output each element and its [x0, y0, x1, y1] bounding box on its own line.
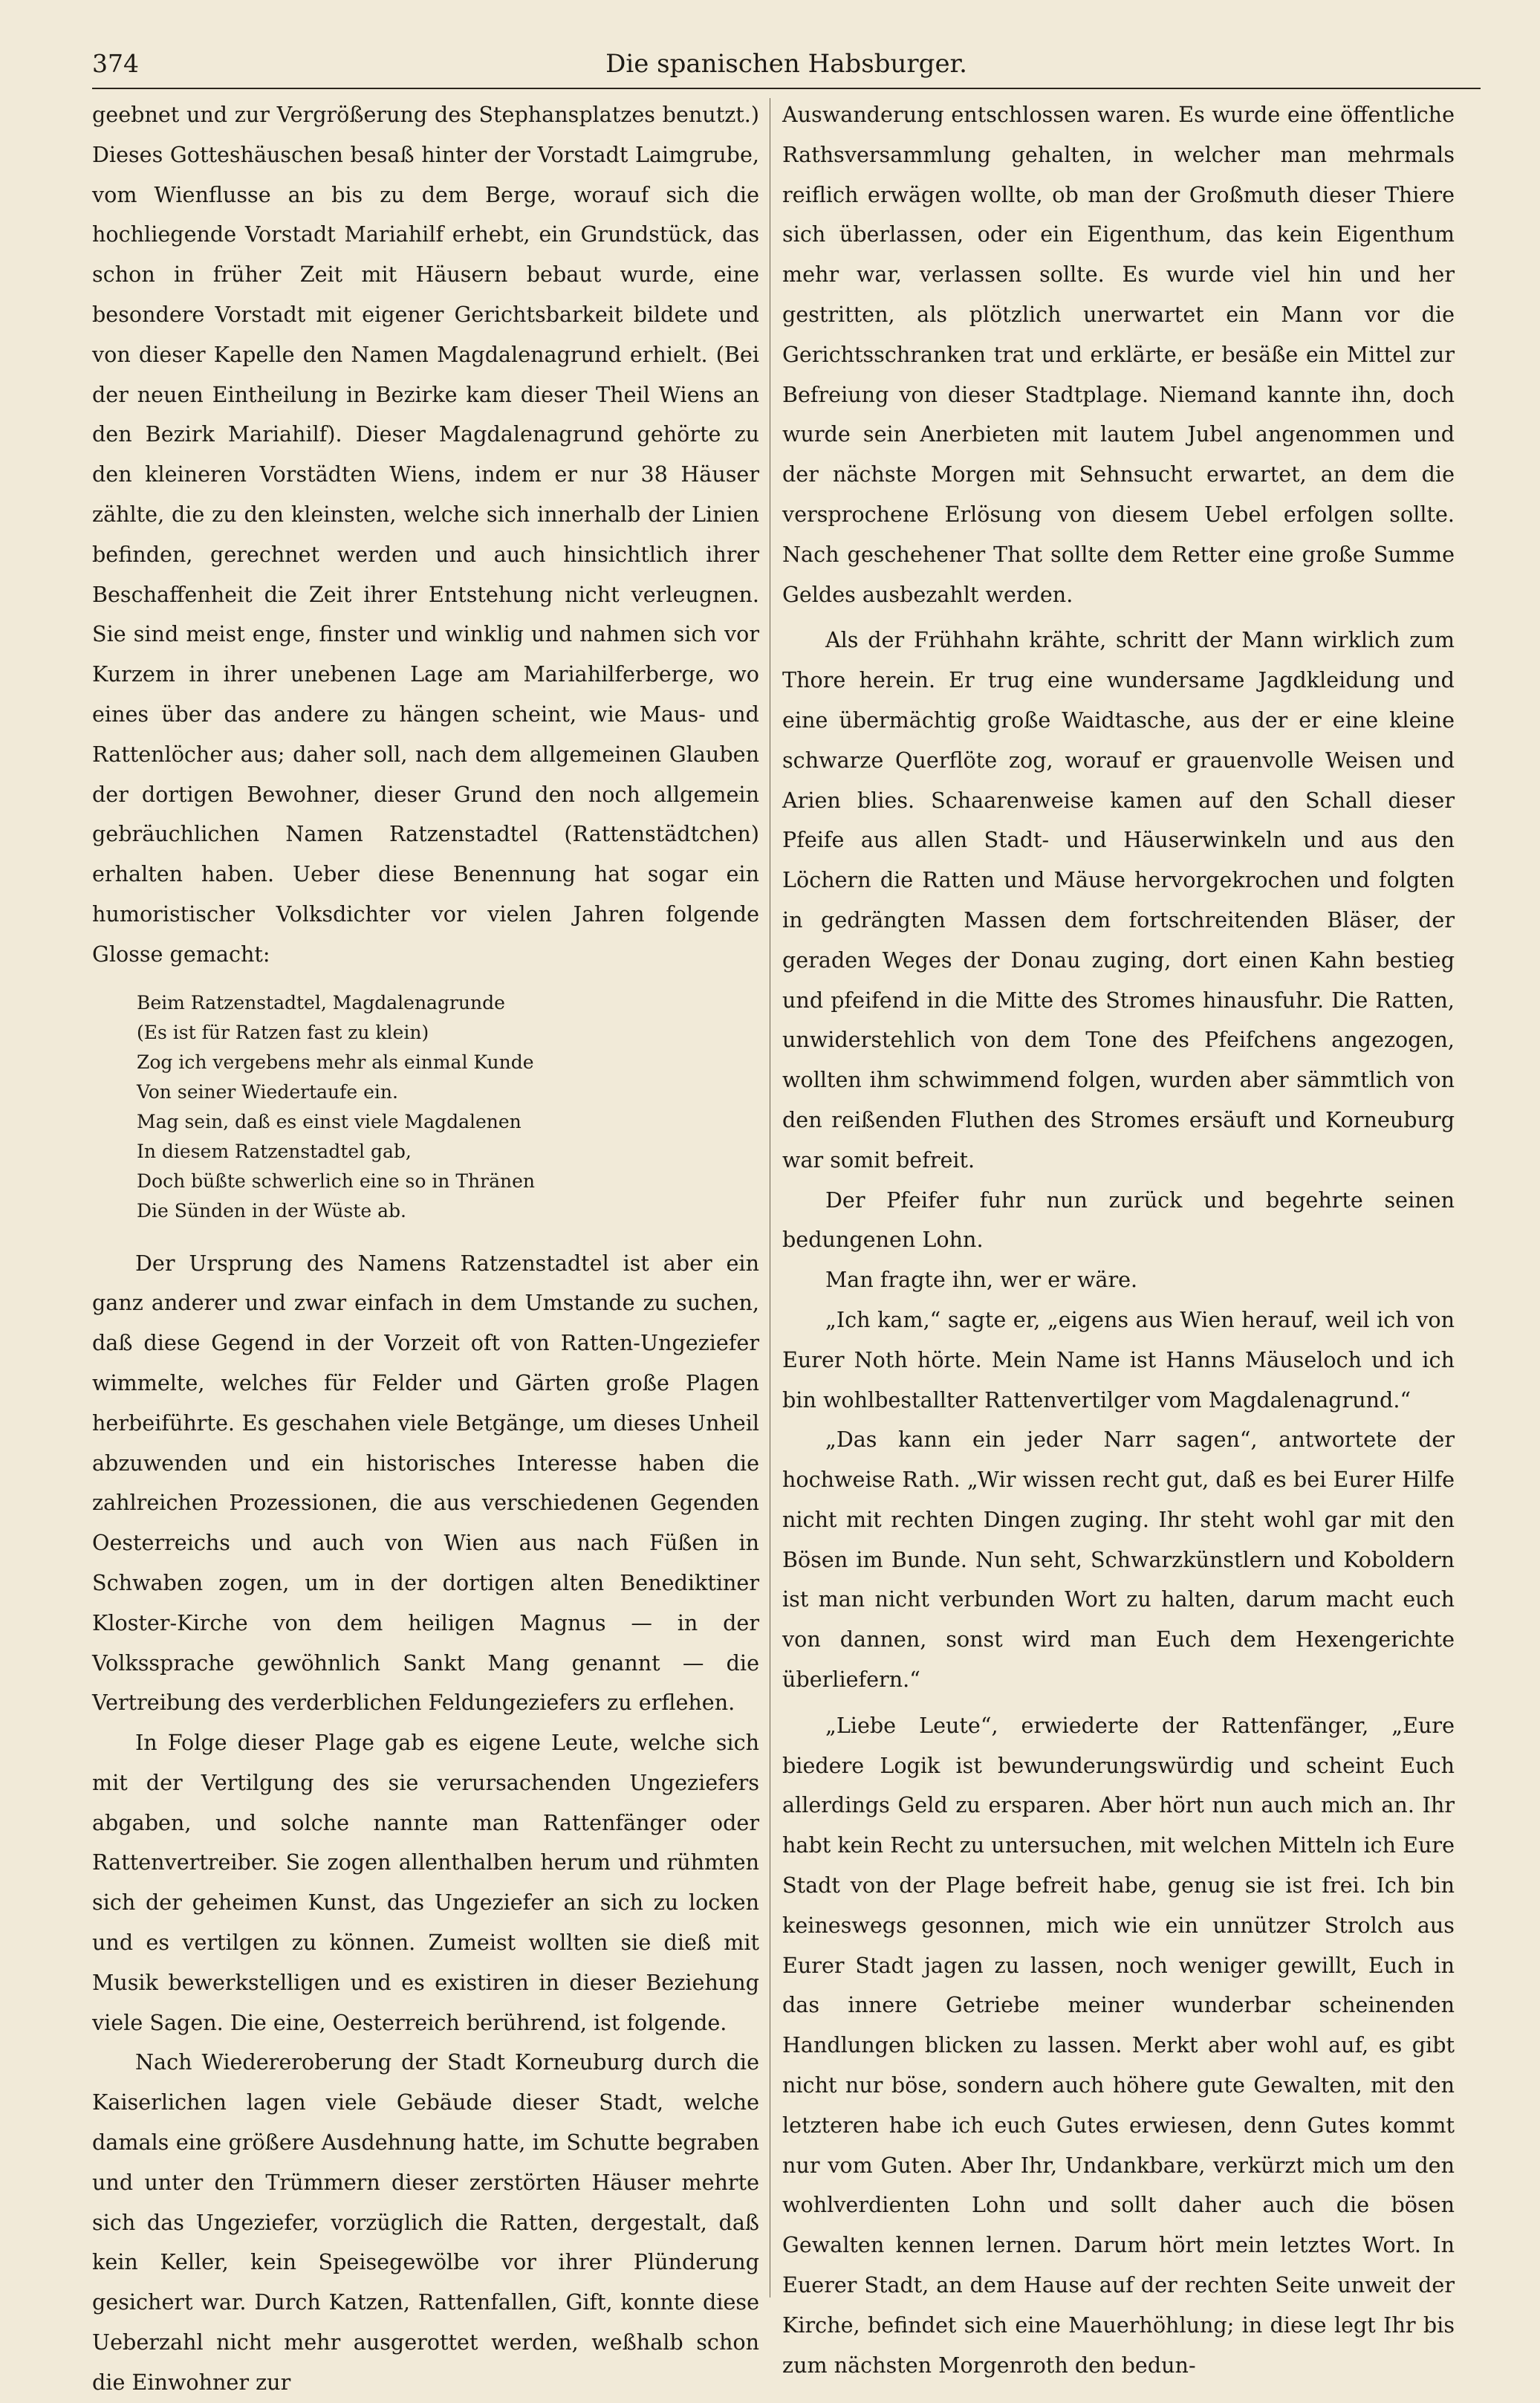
paragraph: geebnet und zur Vergrößerung des Stephansplatzes benutzt.) Dieses Gotteshäuschen besaß hinter der Vorstadt Laimgrube, vom Wienflusse an bis zu dem Berge, worauf sich die hochliegende Vorstadt Mariahilf erhebt, ein Grundstück, das schon in früher Zeit mit Häusern bebaut wurde, eine besondere Vorstadt mit eigener Gerichtsbarkeit bildete und von dieser Kapelle den Namen Magdalenagrund erhielt. (Bei der neuen Eintheilung in Bezirke kam dieser Theil Wiens an den Bezirk Mariahilf). Dieser Magdalenagrund gehörte zu den kleineren Vorstädten Wiens, indem er nur 38 Häuser zählte, die zu den kleinsten, welche sich innerhalb der Linien befinden, gerechnet werden und auch hinsichtlich ihrer Beschaffenheit die Zeit ihrer Entstehung nicht verleugnen. Sie sind meist enge, finster und winklig und nahmen sich vor Kurzem in ihrer unebenen Lage am Mariahilferberge, wo eines über das andere zu hängen scheint, wie Maus- und Rattenlöcher aus; daher soll, nach dem allgemeinen Glauben der dortigen Bewohner, dieser Grund den noch allgemein gebräuchlichen Namen Ratzenstadtel (Rattenstädtchen) erhalten haben. Ueber diese Benennung hat sogar ein humoristischer Volksdichter vor vielen Jahren folgende Glosse gemacht: [92, 102, 759, 967]
page-header [92, 49, 1481, 94]
poem-line: Mag sein, daß es einst viele Magdalenen [137, 1110, 522, 1132]
poem-line: Beim Ratzenstadtel, Magdalenagrunde [137, 991, 505, 1014]
paragraph: Als der Frühhahn krähte, schritt der Mann wirklich zum Thore herein. Er trug eine wundersame Jagdkleidung und eine übermächtig große Waidtasche, aus der er eine kleine schwarze Querflöte zog, worauf er grauenvolle Weisen und Arien blies. Schaarenweise kamen auf den Schall dieser Pfeife aus allen Stadt- und Häuserwinkeln und aus den Löchern die Ratten und Mäuse hervorgekrochen und folgten in gedrängten Massen dem fortschreitenden Bläser, der geraden Weges der Donau zuging, dort einen Kahn bestieg und pfeifend in die Mitte des Stromes hinausfuhr. Die Ratten, unwiderstehlich von dem Tone des Pfeifchens angezogen, wollten ihm schwimmend folgen, wurden aber sämmtlich von den reißenden Fluthen des Stromes ersäuft und Korneuburg war somit befreit. [782, 627, 1455, 1173]
poem-line: Doch büßte schwerlich eine so in Thränen [137, 1170, 535, 1192]
paragraph: „Ich kam,“ sagte er, „eigens aus Wien herauf, weil ich von Eurer Noth hörte. Mein Name ist Hanns Mäuseloch und ich bin wohlbestallter Rattenvertilger vom Magdalenagrund.“ [782, 1306, 1455, 1413]
paragraph: „Das kann ein jeder Narr sagen“, antwortete der hochweise Rath. „Wir wissen recht gut, daß es bei Eurer Hilfe nicht mit rechten Dingen zuging. Ihr steht wohl gar mit den Bösen im Bunde. Nun seht, Schwarzkünstlern und Koboldern ist man nicht verbunden Wort zu halten, darum macht euch von dannen, sonst wird man Euch dem Hexengerichte überliefern.“ [782, 1427, 1455, 1693]
running-title: Die spanischen Habsburger. [605, 49, 967, 79]
poem-line: (Es ist für Ratzen fast zu klein) [137, 1021, 429, 1043]
header-rule [92, 88, 1481, 89]
poem-line: Von seiner Wiedertaufe ein. [137, 1080, 398, 1103]
left-column [92, 95, 759, 2395]
paragraph: „Liebe Leute“, erwiederte der Rattenfänger, „Eure biedere Logik ist bewunderungswürdig und scheint Euch allerdings Geld zu ersparen. Aber hört nun auch mich an. Ihr habt kein Recht zu untersuchen, mit welchen Mitteln ich Eure Stadt von der Plage befreit habe, genug sie ist frei. Ich bin keineswegs gesonnen, mich wie ein unnützer Strolch aus Eurer Stadt jagen zu lassen, noch weniger gewillt, Euch in das innere Getriebe meiner wunderbar scheinenden Handlungen blicken zu lassen. Merkt aber wohl auf, es gibt nicht nur böse, sondern auch höhere gute Gewalten, mit den letzteren habe ich euch Gutes erwiesen, denn Gutes kommt nur vom Guten. Aber Ihr, Undankbare, verkürzt mich um den wohlverdienten Lohn und sollt daher auch die bösen Gewalten kennen lernen. Darum hört mein letztes Wort. In Euerer Stadt, an dem Hause auf der rechten Seite unweit der Kirche, befindet sich eine Mauerhöhlung; in diese legt Ihr bis zum nächsten Morgenroth den bedun- [782, 1712, 1455, 2378]
poem-line: Zog ich vergebens mehr als einmal Kunde [137, 1051, 534, 1073]
right-column [782, 95, 1455, 2378]
paragraph: Man fragte ihn, wer er wäre. [825, 1267, 1138, 1293]
paragraph: Auswanderung entschlossen waren. Es wurde eine öffentliche Rathsversammlung gehalten, in welcher man mehrmals reiflich erwägen wollte, ob man der Großmuth dieser Thiere sich überlassen, oder ein Eigenthum, das kein Eigenthum mehr war, verlassen sollte. Es wurde viel hin und her gestritten, als plötzlich unerwartet ein Mann vor die Gerichtsschranken trat und erklärte, er besäße ein Mittel zur Befreiung von dieser Stadtplage. Niemand kannte ihn, doch wurde sein Anerbieten mit lautem Jubel angenommen und der nächste Morgen mit Sehnsucht erwartet, an dem die versprochene Erlösung von diesem Uebel erfolgen sollte. Nach geschehener That sollte dem Retter eine große Summe Geldes ausbezahlt werden. [782, 102, 1455, 607]
paragraph: Nach Wiedereroberung der Stadt Korneuburg durch die Kaiserlichen lagen viele Gebäude dieser Stadt, welche damals eine größere Ausdehnung hatte, im Schutte begraben und unter den Trümmern dieser zerstörten Häuser mehrte sich das Ungeziefer, vorzüglich die Ratten, dergestalt, daß kein Keller, kein Speisegewölbe vor ihrer Plünderung gesichert war. Durch Katzen, Rattenfallen, Gift, konnte diese Ueberzahl nicht mehr ausgerottet werden, weßhalb schon die Einwohner zur [92, 2049, 759, 2395]
poem-line: Die Sünden in der Wüste ab. [137, 1199, 406, 1222]
paragraph: Der Ursprung des Namens Ratzenstadtel ist aber ein ganz anderer und zwar einfach in dem Umstande zu suchen, daß diese Gegend in der Vorzeit oft von Ratten-Ungeziefer wimmelte, welches für Felder und Gärten große Plagen herbeiführte. Es geschahen viele Betgänge, um dieses Unheil abzuwenden und ein historisches Interesse haben die zahlreichen Prozessionen, die aus verschiedenen Gegenden Oesterreichs und auch von Wien aus nach Füßen in Schwaben zogen, um in der dortigen alten Benediktiner Kloster-Kirche von dem heiligen Magnus — in der Volkssprache gewöhnlich Sankt Mang genannt — die Vertreibung des verderblichen Feldungeziefers zu erflehen. [92, 1250, 759, 1716]
poem-glosse [137, 988, 759, 1226]
poem-line: In diesem Ratzenstadtel gab, [137, 1140, 412, 1162]
paragraph: In Folge dieser Plage gab es eigene Leute, welche sich mit der Vertilgung des sie verursachenden Ungeziefers abgaben, und solche nannte man Rattenfänger oder Rattenvertreiber. Sie zogen allenthalben herum und rühmten sich der geheimen Kunst, das Ungeziefer an sich zu locken und es vertilgen zu können. Zumeist wollten sie dieß mit Musik bewerkstelligen und es existiren in dieser Beziehung viele Sagen. Die eine, Oesterreich berührend, ist folgende. [92, 1730, 759, 2035]
page-number: 374 [92, 49, 139, 78]
paragraph: Der Pfeifer fuhr nun zurück und begehrte seinen bedungenen Lohn. [782, 1187, 1455, 1253]
